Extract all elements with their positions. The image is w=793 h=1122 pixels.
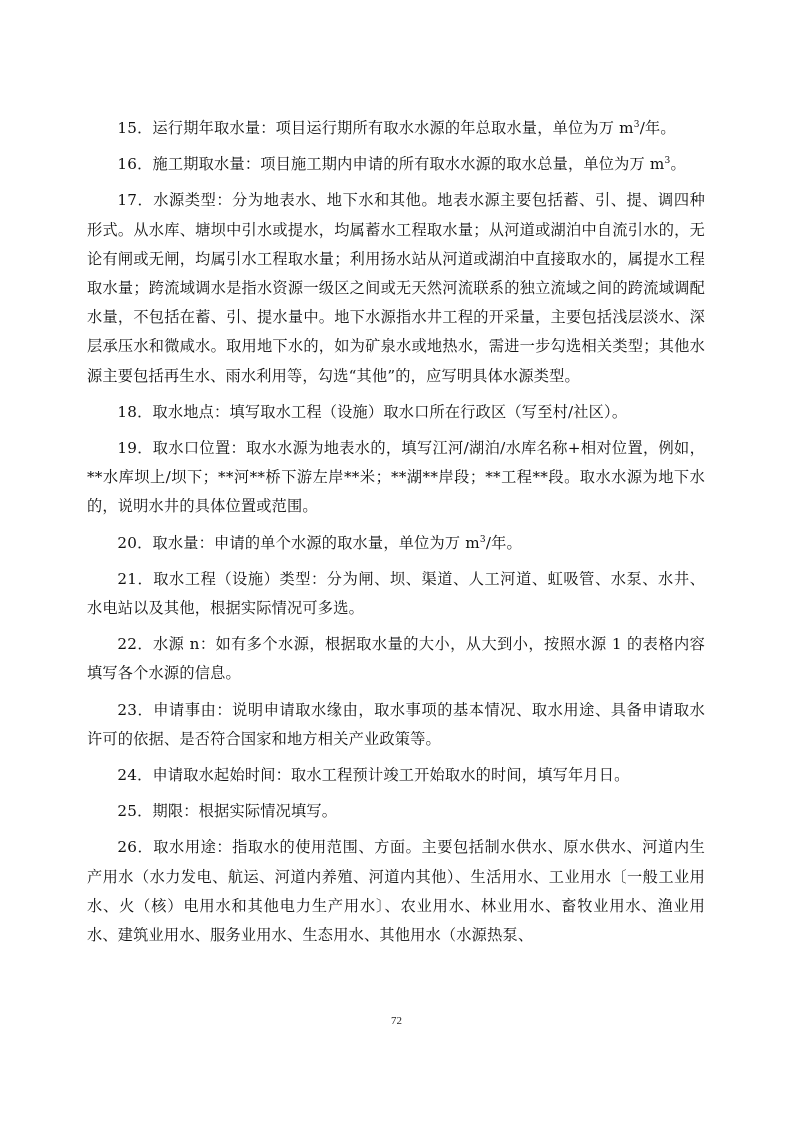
text-run: 15．运行期年取水量：项目运行期所有取水水源的年总取水量，单位为万 m	[117, 119, 634, 137]
paragraph-item-4	[87, 398, 705, 427]
superscript: 3	[479, 534, 486, 545]
text-run: 26．取水用途：指取水的使用范围、方面。主要包括制水供水、原水供水、河道内生产用水（水力发电、航运、河道内养殖、河道内其他）、生活用水、工业用水〔一般工业用水、火（核）电用水和其他电力生产用水〕、农业用水、林业用水、畜牧业用水、渔业用水、建筑业用水、服务业用水、生态用水、其他用水（水源热泵、	[87, 838, 705, 945]
text-run: 。	[670, 155, 686, 174]
paragraph-item-7	[87, 565, 705, 623]
text-run: 25．期限：根据实际情况填写。	[117, 802, 338, 821]
paragraph-item-5	[87, 434, 705, 522]
text-run: /年。	[485, 533, 522, 552]
page-number: 72	[391, 1015, 402, 1027]
paragraph-item-9	[87, 696, 705, 754]
paragraph-item-10	[87, 761, 705, 790]
superscript: 3	[664, 156, 671, 167]
text-run: 18．取水地点：填写取水工程（设施）取水口所在行政区（写至村/社区）。	[117, 402, 628, 421]
paragraph-item-8	[87, 630, 705, 688]
text-run: 17．水源类型：分为地表水、地下水和其他。地表水源主要包括蓄、引、提、调四种形式。从水库、塘坝中引水或提水，均属蓄水工程取水量；从河道或湖泊中自流引水的，无论有闸或无闸，均属引水工程取水量；利用扬水站从河道或湖泊中直接取水的，属提水工程取水量；跨流域调水是指水资源一级区之间或无天然河流联系的独立流域之间的跨流域调配水量，不包括在蓄、引、提水量中。地下水源指水井工程的开采量，主要包括浅层淡水、深层承压水和微咸水。取用地下水的，如为矿泉水或地热水，需进一步勾选相关类型；其他水源主要包括再生水、雨水利用等，勾选“其他”的，应写明具体水源类型。	[87, 191, 705, 385]
paragraph-item-11	[87, 797, 705, 826]
text-run: 22．水源 n：如有多个水源，根据取水量的大小，从大到小，按照水源 1 的表格内容填写各个水源的信息。	[87, 635, 705, 683]
paragraph-item-2	[87, 150, 705, 179]
text-run: 23．申请事由：说明申请取水缘由，取水事项的基本情况、取水用途、具备申请取水许可的依据、是否符合国家和地方相关产业政策等。	[87, 700, 705, 748]
text-run: 20．取水量：申请的单个水源的取水量，单位为万 m	[117, 533, 480, 552]
paragraph-item-6	[87, 529, 705, 558]
paragraph-item-12	[87, 833, 705, 950]
text-run: 19．取水口位置：取水水源为地表水的，填写江河/湖泊/水库名称+相对位置，例如，**水库坝上/坝下；**河**桥下游左岸**米；**湖**岸段；**工程**段。取水水源为地下水的，说明水井的具体位置或范围。	[87, 439, 705, 516]
text-run: 16．施工期取水量：项目施工期内申请的所有取水水源的取水总量，单位为万 m	[117, 155, 665, 174]
text-run: 21．取水工程（设施）类型：分为闸、坝、渠道、人工河道、虹吸管、水泵、水井、水电站以及其他，根据实际情况可多选。	[87, 569, 705, 618]
text-run: 24．申请取水起始时间：取水工程预计竣工开始取水的时间，填写年月日。	[117, 766, 630, 785]
paragraph-item-3	[87, 186, 705, 390]
superscript: 3	[633, 120, 640, 130]
page-body	[87, 114, 705, 957]
text-run: /年。	[639, 119, 676, 137]
paragraph-item-1	[87, 114, 705, 143]
